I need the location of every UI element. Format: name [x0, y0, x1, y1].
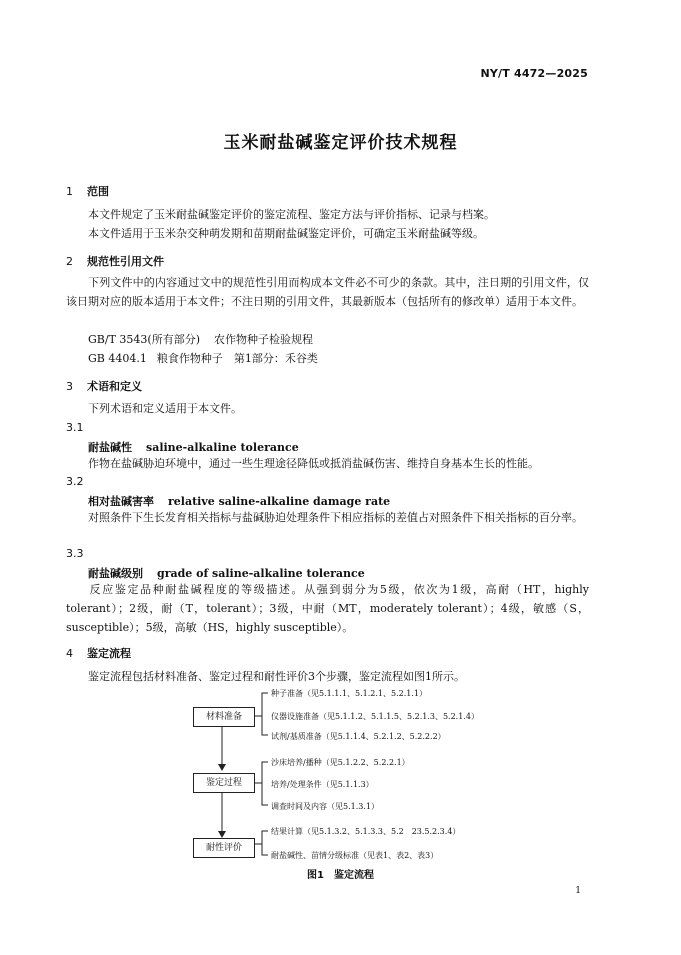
section-title: 鉴定流程 [87, 647, 131, 660]
paragraph: 本文件适用于玉米杂交种萌发期和苗期耐盐碱鉴定评价，可确定玉米耐盐碱等级。 [88, 227, 484, 240]
section-heading-1 [66, 183, 109, 199]
flow-item: 试剂/基质准备（见5.1.1.4、5.2.1.2、5.2.2.2） [271, 732, 446, 741]
page-number: 1 [575, 886, 581, 896]
flow-box-material-prep: 材料准备 [193, 707, 255, 727]
term-en: grade of saline-alkaline tolerance [157, 567, 365, 580]
section-number: 2 [66, 255, 73, 268]
flow-item: 沙床培养/播种（见5.1.2.2、5.2.2.1） [271, 758, 410, 767]
flow-item: 种子准备（见5.1.1.1、5.1.2.1、5.2.1.1） [271, 689, 427, 698]
paragraph: 本文件规定了玉米耐盐碱鉴定评价的鉴定流程、鉴定方法与评价指标、记录与档案。 [88, 208, 495, 221]
standard-code: NY/T 4472—2025 [480, 67, 588, 80]
section-number: 1 [66, 185, 73, 198]
document-title: 玉米耐盐碱鉴定评价技术规程 [223, 133, 458, 153]
section-heading-3 [66, 378, 142, 394]
flow-box-identification: 鉴定过程 [193, 773, 255, 793]
term-entry [88, 493, 390, 509]
section-heading-2 [66, 253, 164, 269]
clause-number: 3.2 [66, 475, 84, 488]
section-number: 4 [66, 647, 73, 660]
section-title: 规范性引用文件 [87, 255, 164, 268]
term-zh: 耐盐碱级别 [88, 567, 143, 580]
bracket-1 [254, 693, 268, 735]
term-en: relative saline-alkaline damage rate [168, 495, 391, 508]
term-entry [88, 439, 299, 455]
section-title: 范围 [87, 185, 109, 198]
term-entry [88, 565, 365, 581]
flow-item: 仪器设施准备（见5.1.1.2、5.1.1.5、5.2.1.3、5.2.1.4） [271, 712, 479, 721]
bracket-2 [254, 762, 268, 805]
section-number: 3 [66, 380, 73, 393]
flow-item: 耐盐碱性、苗情分级标准（见表1、表2、表3） [271, 851, 439, 860]
figure-caption: 图1 鉴定流程 [307, 870, 374, 881]
reference-item: GB/T 3543(所有部分) 农作物种子检验规程 [88, 333, 313, 346]
flow-box-evaluation: 耐性评价 [193, 838, 255, 858]
clause-number: 3.3 [66, 547, 84, 560]
section-heading-4 [66, 645, 131, 661]
paragraph: 鉴定流程包括材料准备、鉴定过程和耐性评价3个步骤，鉴定流程如图1所示。 [88, 670, 465, 683]
flow-item: 结果计算（见5.1.3.2、5.1.3.3、5.2 23.5.2.3.4） [271, 827, 461, 836]
term-definition: 作物在盐碱胁迫环境中，通过一些生理途径降低或抵消盐碱伤害、维持自身基本生长的性能。 [88, 457, 539, 470]
flow-item: 培养/处理条件（见5.1.1.3） [271, 780, 374, 789]
term-definition: 对照条件下生长发育相关指标与盐碱胁迫处理条件下相应指标的差值占对照条件下相关指标的百分率。 [88, 511, 583, 524]
bracket-3 [254, 831, 268, 855]
paragraph: 下列文件中的内容通过文中的规范性引用而构成本文件必不可少的条款。其中，注日期的引用文件，仅该日期对应的版本适用于本文件；不注日期的引用文件，其最新版本（包括所有的修改单）适用于本文件。 [66, 276, 589, 308]
clause-number: 3.1 [66, 421, 84, 434]
term-definition: 反应鉴定品种耐盐碱程度的等级描述。从强到弱分为5级，依次为1级，高耐（HT，highly tolerant）；2级，耐（T，tolerant）；3级，中耐（MT，moderately tolerant）；4级，敏感（S，susceptible）；5级，高敏（HS，highly susceptible）。 [66, 583, 589, 634]
term-en: saline-alkaline tolerance [146, 441, 299, 454]
term-zh: 相对盐碱害率 [88, 495, 154, 508]
flow-item: 调查时间及内容（见5.1.3.1） [271, 802, 379, 811]
reference-item: GB 4404.1 粮食作物种子 第1部分：禾谷类 [88, 352, 318, 365]
section-title: 术语和定义 [87, 380, 142, 393]
term-zh: 耐盐碱性 [88, 441, 132, 454]
paragraph: 下列术语和定义适用于本文件。 [88, 402, 242, 415]
